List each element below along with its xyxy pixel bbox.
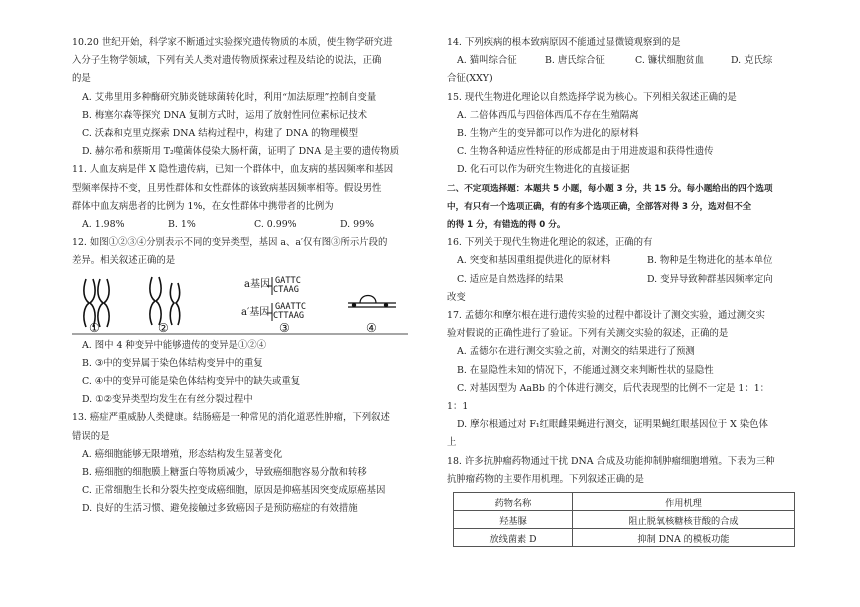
option-a: A. 图中 4 种变异中能够遗传的变异是①②④ — [82, 339, 267, 351]
question-stem: 入分子生物学领域，下列有关人类对遗传物质探索过程及结论的说法，正确 — [72, 55, 382, 67]
question-stem: 错误的是 — [72, 430, 110, 442]
question-stem: 15. 现代生物进化理论以自然选择学说为核心。下列相关叙述正确的是 — [447, 91, 737, 103]
question-stem: 11. 人血友病是伴 X 隐性遗传病，已知一个群体中，血友病的基因频率和基因 — [72, 164, 394, 176]
question-stem: 18. 许多抗肿瘤药物通过干扰 DNA 合成及功能抑制肿瘤细胞增殖。下表为三种 — [447, 455, 775, 467]
question-12 — [72, 234, 420, 409]
question-17 — [447, 307, 799, 453]
option-c: C. 镰状细胞贫血 — [635, 55, 705, 67]
chromosome-1d — [104, 279, 109, 327]
right-column — [447, 34, 799, 547]
options-row — [72, 216, 420, 234]
gene-a-top: GATTC — [275, 275, 301, 286]
option-a: A. 猫叫综合征 — [457, 55, 517, 67]
left-column — [72, 34, 420, 519]
option-b: B. ③中的变异属于染色体结构变异中的重复 — [82, 357, 263, 369]
option-d: D. 克氏综 — [731, 55, 773, 67]
table-cell: 阻止脱氧核糖核苷酸的合成 — [573, 511, 795, 529]
option-c: C. 0.99% — [254, 219, 297, 231]
option-b: B. 1% — [168, 219, 196, 231]
options-row — [447, 252, 799, 270]
question-stem: 12. 如图①②③④分别表示不同的变异类型，基因 a、a′仅有图③所示片段的 — [72, 237, 388, 249]
option-continuation: 合征(XXY) — [447, 73, 493, 85]
question-14 — [447, 34, 799, 89]
variation-figure — [72, 273, 420, 335]
chromosome-1b — [90, 279, 95, 327]
question-stem: 13. 癌症严重威胁人类健康。结肠癌是一种常见的消化道恶性肿瘤，下列叙述 — [72, 412, 390, 424]
chromosome-2c — [170, 283, 174, 325]
option-a: A. 1.98% — [82, 219, 125, 231]
option-d: D. 摩尔根通过对 F₁红眼雌果蝇进行测交，证明果蝇红眼基因位于 X 染色体 — [457, 419, 768, 431]
question-13 — [72, 409, 420, 518]
options-row — [447, 271, 799, 289]
question-stem: 17. 孟德尔和摩尔根在进行遗传实验的过程中都设计了测交实验，通过测交实 — [447, 310, 765, 322]
table-cell: 抑制 DNA 的模板功能 — [573, 529, 795, 547]
question-16 — [447, 234, 799, 307]
option-c: C. ④中的变异可能是染色体结构变异中的缺失或重复 — [82, 376, 301, 388]
question-stem: 的是 — [72, 73, 91, 85]
gene-a-bottom: CTAAG — [273, 284, 299, 295]
table-cell: 羟基脲 — [454, 511, 573, 529]
table-header-row — [454, 493, 795, 511]
question-stem: 差异。相关叙述正确的是 — [72, 255, 176, 267]
chromosome-2b — [156, 277, 161, 325]
option-b: B. 生物产生的变异都可以作为进化的原材料 — [457, 128, 639, 140]
option-c: C. 对基因型为 AaBb 的个体进行测交，后代表现型的比例不一定是 1：1： — [457, 382, 770, 394]
question-stem: 抗肿瘤药物的主要作用机理。下列叙述正确的是 — [447, 473, 644, 485]
option-a: A. 艾弗里用多种酶研究肺炎链球菌转化时，利用“加法原理”控制自变量 — [82, 91, 377, 103]
gene-a-label: a基因 — [244, 278, 270, 290]
table-header: 作用机理 — [573, 493, 795, 511]
options-row — [447, 52, 799, 70]
option-d: D. ①②变异类型均发生在有丝分裂过程中 — [82, 394, 253, 406]
chromosome-2a — [150, 277, 155, 325]
option-c: C. 沃森和克里克探索 DNA 结构过程中，构建了 DNA 的物理模型 — [82, 128, 358, 140]
question-stem: 群体中血友病患者的比例为 1%，在女性群体中携带者的比例为 — [72, 200, 334, 212]
question-15 — [447, 89, 799, 180]
option-a: A. 二倍体西瓜与四倍体西瓜不存在生殖隔离 — [457, 109, 639, 121]
option-b: B. 在显隐性未知的情况下，不能通过测交来判断性状的显隐性 — [457, 364, 714, 376]
option-c: C. 生物各种适应性特征的形成都是由于用进废退和获得性遗传 — [457, 146, 714, 158]
option-continuation: 1：1 — [447, 401, 469, 413]
option-c: C. 正常细胞生长和分裂失控变成癌细胞，原因是抑癌基因突变成原癌基因 — [82, 485, 386, 497]
question-11 — [72, 161, 420, 234]
option-a: A. 孟德尔在进行测交实验之前，对测交的结果进行了预测 — [457, 346, 695, 358]
option-d: D. 变异导致种群基因频率定向 — [647, 273, 773, 285]
question-stem: 14. 下列疾病的根本致病原因不能通过显微镜观察到的是 — [447, 37, 681, 48]
chromosome-1a — [84, 279, 89, 327]
question-stem: 10.20 世纪开始，科学家不断通过实验探究遗传物质的本质，使生物学研究进 — [72, 37, 393, 48]
question-stem: 型频率保持不变，且男性群体和女性群体的该致病基因频率相等。假设男性 — [72, 182, 382, 194]
label-2: ② — [158, 320, 169, 335]
question-18 — [447, 453, 799, 547]
option-b: B. 物种是生物进化的基本单位 — [647, 255, 773, 267]
option-b: B. 癌细胞的细胞膜上糖蛋白等物质减少，导致癌细胞容易分散和转移 — [82, 467, 367, 479]
option-b: B. 唐氏综合征 — [545, 55, 605, 67]
table-row — [454, 529, 795, 547]
gene-a-prime-top: GAATTC — [275, 301, 307, 312]
option-d: D. 赫尔希和蔡斯用 T₂噬菌体侵染大肠杆菌，证明了 DNA 是主要的遗传物质 — [82, 146, 400, 158]
option-d: D. 99% — [340, 219, 374, 231]
chromosome-1c — [98, 279, 103, 327]
label-4: ④ — [366, 320, 377, 335]
option-a: A. 癌细胞能够无限增殖，形态结构发生显著变化 — [82, 448, 283, 460]
question-10 — [72, 34, 420, 161]
option-c: C. 适应是自然选择的结果 — [457, 273, 564, 285]
option-b: B. 梅塞尔森等探究 DNA 复制方式时，运用了放射性同位素标记技术 — [82, 109, 368, 121]
question-stem: 16. 下列关于现代生物进化理论的叙述，正确的有 — [447, 237, 653, 249]
gene-a-prime-label: a′基因 — [241, 306, 270, 318]
label-3: ③ — [279, 320, 290, 335]
chromosome-diagram — [72, 273, 412, 335]
question-stem: 验对假说的正确性进行了验证。下列有关测交实验的叙述，正确的是 — [447, 328, 729, 340]
table-row — [454, 511, 795, 529]
label-1: ① — [89, 320, 100, 335]
option-continuation: 改变 — [447, 291, 466, 303]
loop-icon — [348, 295, 396, 307]
option-a: A. 突变和基因重组提供进化的原材料 — [457, 255, 611, 267]
chromosome-2d — [176, 283, 180, 325]
option-continuation: 上 — [447, 437, 457, 449]
option-d: D. 良好的生活习惯、避免接触过多致癌因子是预防癌症的有效措施 — [82, 503, 358, 515]
drug-table — [453, 492, 795, 547]
option-d: D. 化石可以作为研究生物进化的直接证据 — [457, 164, 630, 176]
gene-a-prime-bottom: CTTAAG — [273, 310, 305, 321]
section-2-heading: 二、不定项选择题：本题共 5 小题，每小题 3 分，共 15 分。每小题给出的四个选项 中，有只有一个选项正确，有的有多个选项正确，全部答对得 3 分，选对但不全 的得 1 分，有错选的得 0 分。 — [447, 183, 773, 231]
table-cell: 放线菌素 D — [454, 529, 573, 547]
table-header: 药物名称 — [454, 493, 573, 511]
